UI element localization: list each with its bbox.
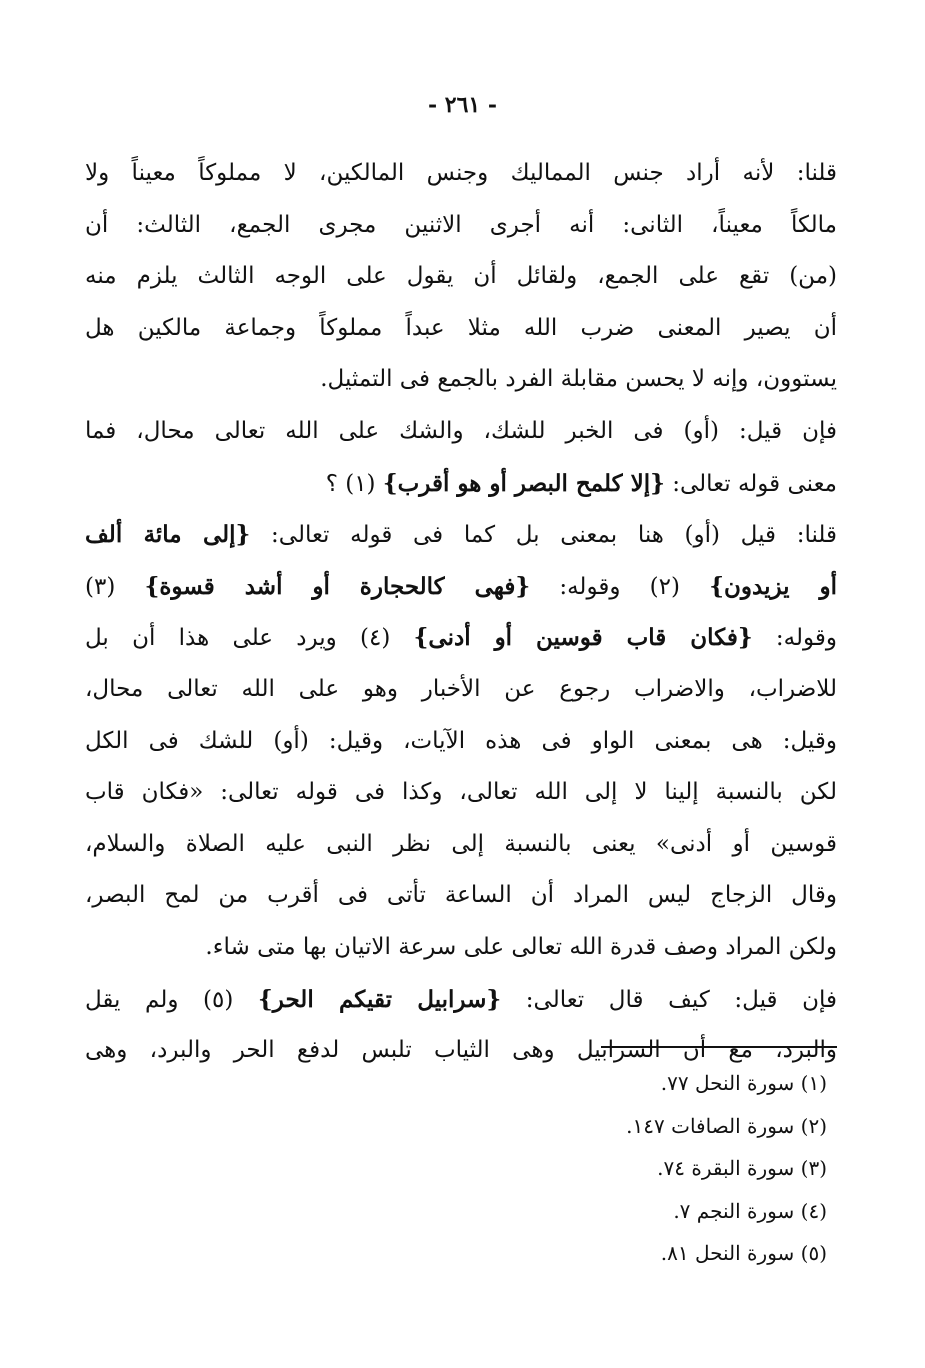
footnote-item: (٥) سورة النحل ٨١. (660, 1241, 827, 1265)
text-line (85, 922, 837, 974)
quran-verse: {فكان قاب قوسين أو أدنى} (413, 624, 753, 652)
footnote-item: (٣) سورة البقرة ٧٤. (657, 1156, 827, 1180)
quran-verse: أو يزيدون} (709, 572, 837, 600)
footnote-item: (٢) سورة الصافات ١٤٧. (626, 1113, 827, 1138)
line-text: للاضراب، والاضراب رجوع عن الأخبار وهو على الله تعالى محال، (85, 675, 837, 702)
line-text: قوسين أو أدنى» يعنى بالنسبة إلى نظر النبى عليه الصلاة والسلام، (85, 830, 837, 857)
line-text: معنى قوله تعالى: (664, 470, 837, 497)
quran-verse: {إلى مائة ألف (85, 521, 251, 549)
text-line (85, 354, 837, 406)
line-text: فإن قيل: (أو) فى الخبر للشك، والشك على الله تعالى محال، فما (85, 417, 837, 444)
quran-verse: {سرابيل تقيكم الحر} (257, 985, 502, 1013)
line-text: ولكن المراد وصف قدرة الله تعالى على سرعة الاتيان بها متى شاء. (205, 933, 837, 960)
footnote-item: (١) سورة النحل ٧٧. (660, 1071, 827, 1095)
quran-verse: {إلا كلمح البصر أو هو أقرب} (382, 469, 665, 497)
line-text: (٥) ولم يقل (85, 986, 258, 1013)
line-text: لكن بالنسبة إلينا لا إلى الله تعالى، وكذا فى قوله تعالى: «فكان قاب (85, 779, 837, 806)
footnote-ref: (١) ؟ (325, 470, 383, 497)
line-text: (من) تقع على الجمع، ولقائل أن يقول على الوجه الثالث يلزم منه (85, 263, 837, 290)
footnote-ref: (٣) (85, 573, 145, 600)
line-text: (٤) ويرد على هذا أن بل (85, 625, 414, 652)
text-line (85, 458, 837, 510)
quran-verse: {فهى كالحجارة أو أشد قسوة} (144, 572, 531, 600)
text-line (85, 509, 837, 561)
line-text: (٢) وقوله: (530, 573, 710, 600)
line-text: أن يصير المعنى ضرب الله مثلا عبداً مملوكاً وجماعة مالكين هل (85, 314, 837, 341)
page-number: - ٢٦١ - (427, 92, 498, 118)
line-text: وقيل: هى بمعنى الواو فى هذه الآيات، وقيل: (أو) للشك فى الكل (85, 727, 837, 754)
main-text (85, 148, 837, 1077)
text-line (85, 303, 837, 355)
line-text: فإن قيل: كيف قال تعالى: (501, 986, 837, 1013)
text-line (85, 767, 837, 819)
line-text: يستوون، وإنه لا يحسن مقابلة الفرد بالجمع فى التمثيل. (320, 366, 837, 393)
line-text: وقوله: (752, 625, 837, 652)
text-line (85, 870, 837, 922)
line-text: مالكاً معيناً، الثانى: أنه أجرى الاثنين مجرى الجمع، الثالث: أن (85, 211, 837, 238)
text-line (85, 200, 837, 252)
text-line (85, 716, 837, 768)
footnotes (427, 1062, 827, 1275)
text-line (85, 612, 837, 664)
text-line (85, 664, 837, 716)
line-text: قلنا: قيل (أو) هنا بمعنى بل كما فى قوله تعالى: (250, 522, 837, 549)
line-text: والبرد، مع أن السرابيل وهى الثياب تلبس لدفع الحر والبرد، وهى (85, 1037, 837, 1064)
line-text: وقال الزجاج ليس المراد أن الساعة تأتى فى أقرب من لمح البصر، (85, 882, 837, 909)
text-line (85, 561, 837, 613)
footnote-divider (601, 1046, 837, 1048)
text-line (85, 148, 837, 200)
text-line (85, 974, 837, 1026)
text-line (85, 819, 837, 871)
footnote-item: (٤) سورة النجم ٧. (673, 1198, 827, 1223)
text-line (85, 406, 837, 458)
line-text: قلنا: لأنه أراد جنس المماليك وجنس المالكين، لا مملوكاً معيناً ولا (85, 160, 837, 186)
text-line (85, 251, 837, 303)
